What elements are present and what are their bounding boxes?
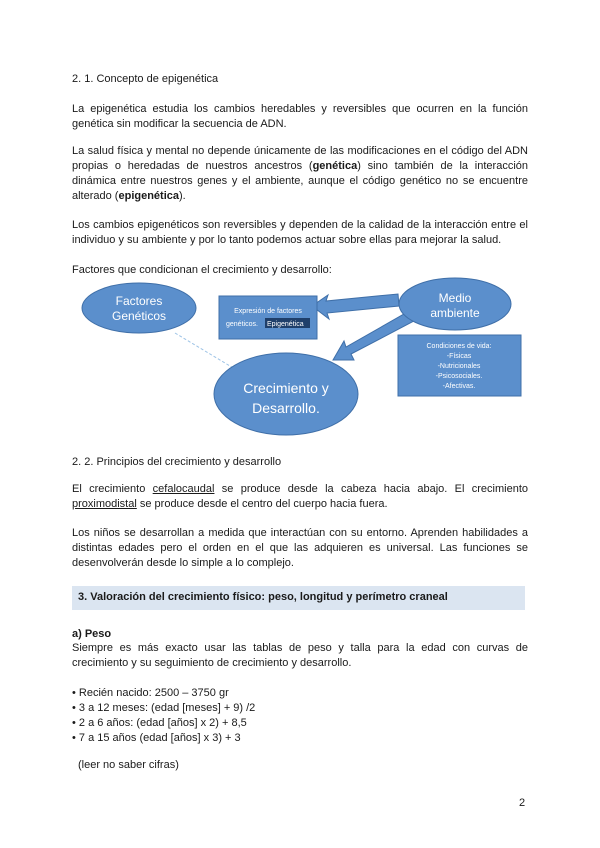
arrow-to-expression (312, 294, 399, 319)
epigenetica-term: epigenética (118, 190, 180, 202)
growth-label-1: Crecimiento y (243, 380, 329, 396)
section-3-title: 3. Valoración del crecimiento físico: peso, longitud y perímetro craneal (78, 591, 448, 603)
health-text-a: La salud física y mental no depende únicamente de las modificaciones en el código del ADN propias o heredadas de nuestros ancestros ( (72, 145, 528, 172)
section-2-1-title: 2. 1. Concepto de epigenética (72, 73, 219, 85)
environment-label-2: ambiente (430, 306, 480, 320)
genetic-factors-label-1: Factores (115, 294, 163, 308)
growth-principles-paragraph (72, 482, 528, 512)
expression-label-1: Expresión de factores (234, 308, 302, 315)
living-condition-item: -Afectivas. (442, 383, 476, 390)
cefalocaudal-term: cefalocaudal (152, 483, 215, 495)
expression-box (219, 296, 317, 339)
health-text-c: ). (179, 190, 186, 202)
principle-text-a: El crecimiento (72, 483, 153, 495)
page-number: 2 (519, 797, 526, 809)
principle-text-b: se produce desde la cabeza hacia abajo. El crecimiento (214, 483, 528, 495)
genetica-term: genética (312, 160, 358, 172)
epigenetics-definition: La epigenética estudia los cambios heredables y reversibles que ocurren en la función genética sin modificar la secuencia de ADN. (72, 103, 528, 130)
expression-label-2: genéticos. (226, 321, 258, 328)
children-development-paragraph: Los niños se desarrollan a medida que interactúan con su entorno. Aprenden habilidades a distintas edades pero el orden en el que las adquieren es universal. Las funciones se desenvolverán desde lo simple a lo complejo. (72, 527, 528, 569)
living-conditions-title: Condiciones de vida: (426, 343, 492, 350)
living-condition-item: -Físicas (446, 353, 472, 360)
weight-intro: Siempre es más exacto usar las tablas de peso y talla para la edad con curvas de crecimiento y su seguimiento de crecimiento y desarrollo. (72, 642, 528, 669)
genetic-factors-label-2: Genéticos (111, 309, 167, 323)
growth-label-2: Desarrollo. (252, 400, 320, 416)
list-item: • 7 a 15 años (edad [años] x 3) + 3 (72, 732, 241, 744)
section-2-2-title: 2. 2. Principios del crecimiento y desarrollo (72, 456, 282, 468)
proximodistal-term: proximodistal (72, 498, 137, 510)
expression-label-highlight: Epigenética (267, 321, 304, 328)
list-item: • 3 a 12 meses: (edad [meses] + 9) /2 (72, 702, 256, 714)
living-condition-item: -Nutricionales (437, 363, 481, 370)
list-item: • 2 a 6 años: (edad [años] x 2) + 8,5 (72, 717, 247, 729)
health-text-b: ) sino también de la interacción dinámica entre nuestros genes y el ambiente, aunque el código genético no se encuentre alterado ( (72, 160, 528, 202)
reversible-paragraph: Los cambios epigenéticos son reversibles y dependen de la calidad de la interacción entre el individuo y su ambiente y por lo tanto podemos actuar sobre ellas para mejorar la salud. (72, 219, 528, 246)
list-item: • Recién nacido: 2500 – 3750 gr (72, 687, 229, 699)
living-condition-item: -Psicosociales. (435, 373, 483, 380)
section-3-header (72, 586, 525, 610)
weight-subtitle: a) Peso (72, 628, 112, 640)
environment-label-1: Medio (438, 291, 472, 305)
weight-formula-list (72, 686, 255, 746)
principle-text-c: se produce desde el centro del cuerpo hacia fuera. (136, 498, 388, 510)
genetic-factors-ellipse (82, 283, 196, 333)
memorize-note: (leer no saber cifras) (78, 759, 179, 771)
factors-intro: Factores que condicionan el crecimiento y desarrollo: (72, 264, 332, 276)
